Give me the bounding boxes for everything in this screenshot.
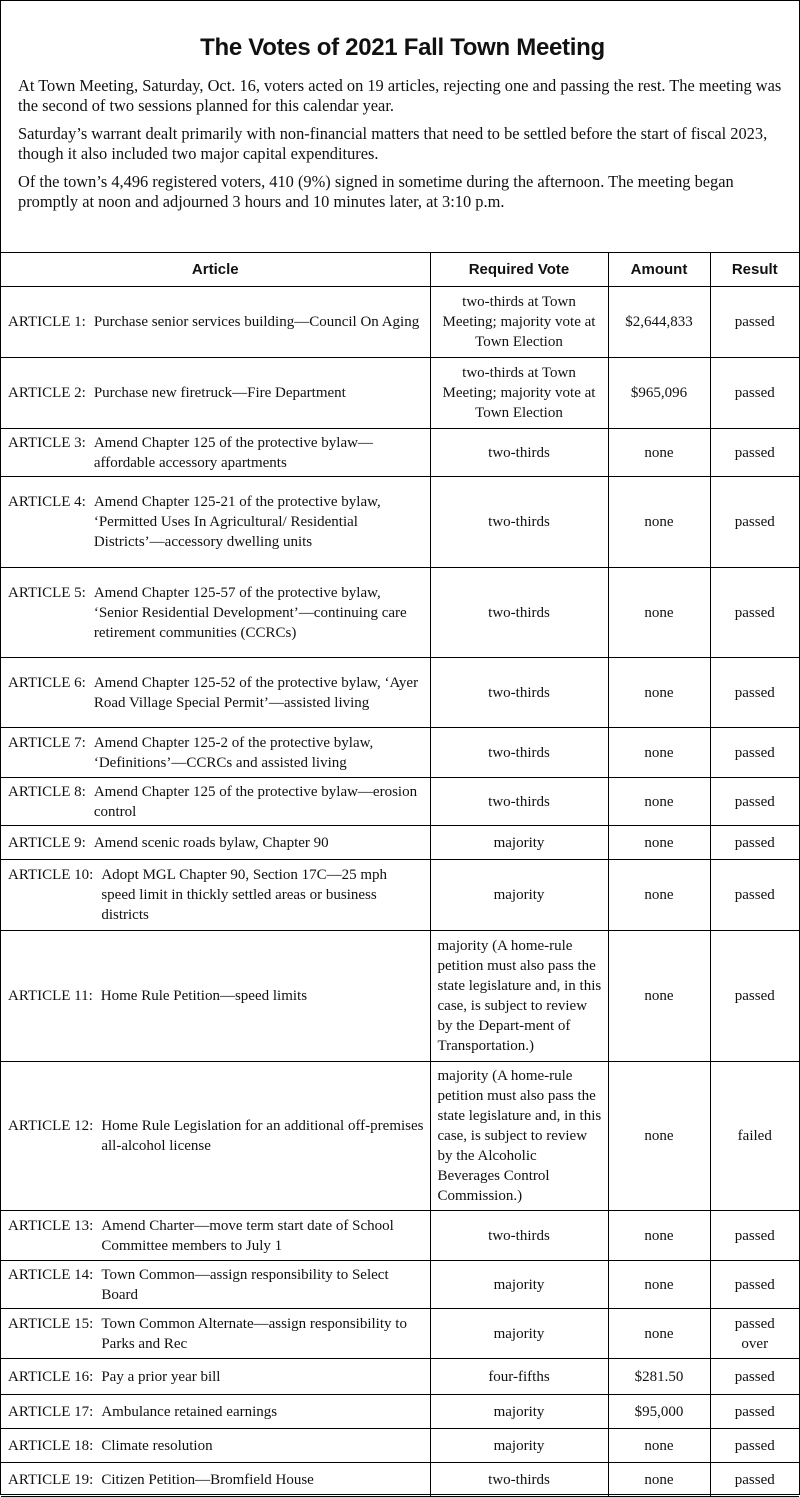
article-number: ARTICLE 7: — [8, 734, 86, 751]
article-text — [8, 433, 424, 473]
required-vote-cell: two-thirds — [430, 1463, 608, 1497]
article-number: ARTICLE 5: — [8, 584, 86, 601]
article-cell — [1, 1309, 430, 1359]
article-description: Climate resolution — [101, 1437, 213, 1454]
article-description: Purchase new firetruck—Fire Department — [93, 385, 346, 401]
amount-cell: $95,000 — [608, 1395, 710, 1429]
result-cell: passed — [710, 658, 799, 728]
article-text — [8, 383, 424, 403]
amount-cell: none — [608, 1309, 710, 1359]
table-row — [1, 1463, 799, 1497]
intro-section — [1, 1, 799, 253]
table-body — [1, 287, 799, 1497]
header-required-vote: Required Vote — [430, 253, 608, 287]
required-vote-cell: two-thirds — [430, 778, 608, 826]
result-cell: passed — [710, 728, 799, 778]
result-cell: passed — [710, 1463, 799, 1497]
article-cell — [1, 477, 430, 568]
article-cell — [1, 1359, 430, 1395]
table-row — [1, 1211, 799, 1261]
article-description: Purchase senior services building—Council On Aging — [93, 314, 420, 330]
header-article: Article — [1, 253, 430, 287]
article-description: Pay a prior year bill — [101, 1368, 221, 1385]
required-vote-cell: two-thirds — [430, 728, 608, 778]
required-vote-cell: majority — [430, 1309, 608, 1359]
article-number: ARTICLE 6: — [8, 674, 86, 691]
article-description: Town Common Alternate—assign responsibility to Parks and Rec — [101, 1315, 407, 1352]
header-result: Result — [710, 253, 799, 287]
amount-cell: none — [608, 860, 710, 931]
article-description: Amend Charter—move term start date of School Committee members to July 1 — [101, 1217, 394, 1254]
result-cell: failed — [710, 1062, 799, 1211]
result-cell: passed — [710, 568, 799, 658]
table-row — [1, 429, 799, 477]
article-number: ARTICLE 2: — [8, 385, 86, 401]
result-cell: passed — [710, 1359, 799, 1395]
article-number: ARTICLE 1: — [8, 314, 86, 330]
article-cell — [1, 826, 430, 860]
intro-paragraph: Saturday’s warrant dealt primarily with non-financial matters that need to be settled before the start of fiscal 2023, though it also included two major capital expenditures. — [18, 124, 768, 163]
votes-table — [1, 253, 799, 1497]
required-vote-cell: two-thirds — [430, 429, 608, 477]
article-description: Amend Chapter 125-57 of the protective bylaw, ‘Senior Residential Development’—continuing care retirement communities (CCRCs) — [93, 584, 407, 641]
amount-cell: none — [608, 1062, 710, 1211]
table-row — [1, 778, 799, 826]
article-number: ARTICLE 19: — [8, 1471, 94, 1488]
required-vote-cell: majority — [430, 1429, 608, 1463]
header-amount: Amount — [608, 253, 710, 287]
result-cell: passed — [710, 1261, 799, 1309]
amount-cell: none — [608, 568, 710, 658]
article-number: ARTICLE 11: — [8, 988, 93, 1004]
article-number: ARTICLE 12: — [8, 1118, 94, 1134]
article-cell — [1, 1211, 430, 1261]
article-cell — [1, 778, 430, 826]
result-cell: passed — [710, 860, 799, 931]
amount-cell: $965,096 — [608, 358, 710, 429]
table-row — [1, 931, 799, 1062]
article-number: ARTICLE 10: — [8, 867, 94, 883]
article-text — [8, 1216, 424, 1256]
article-number: ARTICLE 13: — [8, 1217, 94, 1234]
article-cell — [1, 1261, 430, 1309]
amount-cell: none — [608, 931, 710, 1062]
article-cell — [1, 860, 430, 931]
page-title: The Votes of 2021 Fall Town Meeting — [200, 34, 605, 61]
article-description: Ambulance retained earnings — [101, 1403, 278, 1420]
article-number: ARTICLE 8: — [8, 783, 86, 800]
amount-cell: $2,644,833 — [608, 287, 710, 358]
table-row — [1, 1359, 799, 1395]
amount-cell: none — [608, 728, 710, 778]
article-text — [8, 1314, 424, 1354]
amount-cell: none — [608, 826, 710, 860]
result-cell: passed — [710, 477, 799, 568]
table-row — [1, 1429, 799, 1463]
article-number: ARTICLE 15: — [8, 1315, 94, 1332]
article-cell — [1, 1062, 430, 1211]
article-description: Amend Chapter 125-52 of the protective bylaw, ‘Ayer Road Village Special Permit’—assisted living — [93, 674, 419, 711]
article-description: Amend Chapter 125 of the protective bylaw—affordable accessory apartments — [93, 434, 373, 471]
required-vote-cell: two-thirds — [430, 568, 608, 658]
article-cell — [1, 429, 430, 477]
result-cell: passed — [710, 358, 799, 429]
required-vote-cell: majority — [430, 860, 608, 931]
article-description: Amend Chapter 125-21 of the protective bylaw, ‘Permitted Uses In Agricultural/ Residential Districts’—accessory dwelling units — [93, 494, 381, 550]
required-vote-cell: two-thirds at Town Meeting; majority vote at Town Election — [430, 358, 608, 429]
article-text — [8, 673, 424, 713]
table-row — [1, 358, 799, 429]
article-cell — [1, 728, 430, 778]
result-cell: passed — [710, 287, 799, 358]
amount-cell: none — [608, 429, 710, 477]
required-vote-cell: four-fifths — [430, 1359, 608, 1395]
article-text — [8, 833, 424, 853]
result-cell: passed — [710, 1395, 799, 1429]
article-description: Adopt MGL Chapter 90, Section 17C—25 mph speed limit in thickly settled areas or business districts — [101, 867, 388, 923]
table-row — [1, 477, 799, 568]
amount-cell: none — [608, 1261, 710, 1309]
amount-cell: none — [608, 477, 710, 568]
table-row — [1, 860, 799, 931]
table-row — [1, 287, 799, 358]
table-row — [1, 568, 799, 658]
article-cell — [1, 658, 430, 728]
amount-cell: none — [608, 1429, 710, 1463]
article-description: Town Common—assign responsibility to Select Board — [101, 1266, 389, 1303]
article-text — [8, 782, 424, 822]
article-description: Amend scenic roads bylaw, Chapter 90 — [93, 834, 329, 851]
required-vote-cell: majority (A home-rule petition must also pass the state legislature and, in this case, is subject to review by the Alcoholic Beverages Control Commission.) — [430, 1062, 608, 1211]
article-description: Amend Chapter 125 of the protective bylaw—erosion control — [93, 783, 418, 820]
required-vote-cell: majority — [430, 826, 608, 860]
article-text — [8, 583, 424, 643]
article-description: Home Rule Petition—speed limits — [100, 988, 308, 1004]
article-text — [8, 1367, 424, 1387]
article-text — [8, 1436, 424, 1456]
article-text — [8, 986, 424, 1006]
article-text — [8, 1116, 424, 1156]
amount-cell: $281.50 — [608, 1359, 710, 1395]
table-row — [1, 1261, 799, 1309]
article-text — [8, 1470, 424, 1490]
result-cell: passed — [710, 1211, 799, 1261]
article-number: ARTICLE 18: — [8, 1437, 94, 1454]
required-vote-cell: two-thirds — [430, 477, 608, 568]
article-description: Citizen Petition—Bromfield House — [101, 1471, 314, 1488]
article-text — [8, 1265, 424, 1305]
intro-paragraph: At Town Meeting, Saturday, Oct. 16, voters acted on 19 articles, rejecting one and passing the rest. The meeting was the second of two sessions planned for this calendar year. — [18, 76, 782, 115]
table-row — [1, 1395, 799, 1429]
required-vote-cell: two-thirds — [430, 658, 608, 728]
article-text — [8, 865, 424, 925]
article-cell — [1, 1463, 430, 1497]
article-number: ARTICLE 14: — [8, 1266, 94, 1283]
amount-cell: none — [608, 1211, 710, 1261]
article-number: ARTICLE 3: — [8, 434, 86, 451]
required-vote-cell: two-thirds — [430, 1211, 608, 1261]
required-vote-cell: majority — [430, 1395, 608, 1429]
article-number: ARTICLE 9: — [8, 834, 86, 851]
article-cell — [1, 1395, 430, 1429]
amount-cell: none — [608, 778, 710, 826]
article-number: ARTICLE 16: — [8, 1368, 94, 1385]
article-text — [8, 1402, 424, 1422]
table-row — [1, 1062, 799, 1211]
result-cell: passed — [710, 826, 799, 860]
required-vote-cell: majority (A home-rule petition must also pass the state legislature and, in this case, is subject to review by the Depart-ment of Transportation.) — [430, 931, 608, 1062]
article-number: ARTICLE 17: — [8, 1403, 94, 1420]
result-cell: passed — [710, 931, 799, 1062]
result-cell: passed over — [710, 1309, 799, 1359]
result-cell: passed — [710, 778, 799, 826]
required-vote-cell: two-thirds at Town Meeting; majority vote at Town Election — [430, 287, 608, 358]
article-cell — [1, 1429, 430, 1463]
article-text — [8, 492, 424, 552]
table-row — [1, 658, 799, 728]
required-vote-cell: majority — [430, 1261, 608, 1309]
amount-cell: none — [608, 658, 710, 728]
article-cell — [1, 931, 430, 1062]
article-cell — [1, 287, 430, 358]
article-description: Amend Chapter 125-2 of the protective bylaw, ‘Definitions’—CCRCs and assisted living — [93, 734, 374, 771]
result-cell: passed — [710, 1429, 799, 1463]
intro-paragraph: Of the town’s 4,496 registered voters, 410 (9%) signed in sometime during the afternoon. The meeting began promptly at noon and adjourned 3 hours and 10 minutes later, at 3:10 p.m. — [18, 172, 734, 211]
article-cell — [1, 568, 430, 658]
article-number: ARTICLE 4: — [8, 494, 86, 510]
table-row — [1, 826, 799, 860]
table-row — [1, 1309, 799, 1359]
article-cell — [1, 358, 430, 429]
article-description: Home Rule Legislation for an additional off-premises all-alcohol license — [101, 1118, 424, 1154]
amount-cell: none — [608, 1463, 710, 1497]
result-cell: passed — [710, 429, 799, 477]
article-text — [8, 312, 424, 332]
article-text — [8, 733, 424, 773]
table-header-row — [1, 253, 799, 287]
table-row — [1, 728, 799, 778]
